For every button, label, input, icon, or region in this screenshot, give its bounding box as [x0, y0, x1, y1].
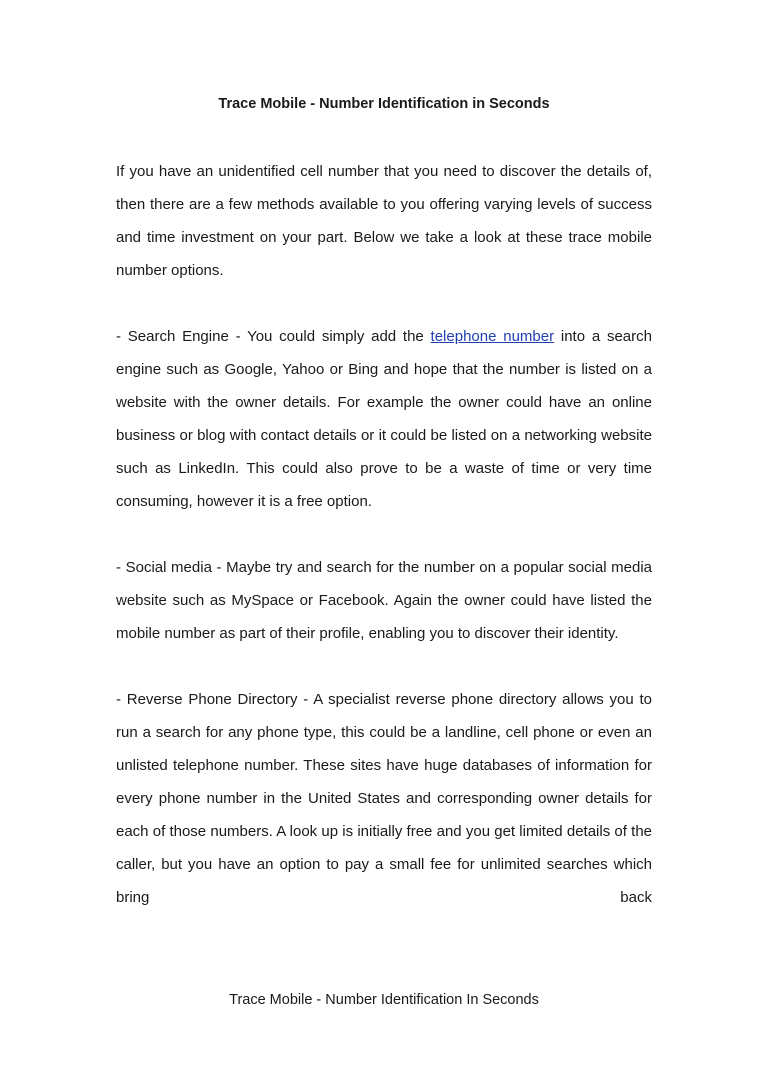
search-engine-text-after: into a search engine such as Google, Yahoo or Bing and hope that the number is listed on a website with the owner details. For example the owner could have an online business or blog with contact details or it could be listed on a networking website such as LinkedIn. This could also prove to be a waste of time or very time consuming, however it is a free option.: [116, 328, 652, 510]
page-footer: Trace Mobile - Number Identification In Seconds: [229, 992, 539, 1008]
telephone-number-link[interactable]: telephone number: [430, 328, 555, 345]
document-body: [116, 155, 652, 914]
document-title: Trace Mobile - Number Identification in Seconds: [218, 96, 550, 112]
paragraph-reverse-directory: - Reverse Phone Directory - A specialist reverse phone directory allows you to run a search for any phone type, this could be a landline, cell phone or even an unlisted telephone number. These sites have huge databases of information for every phone number in the United States and corresponding owner details for each of those numbers. A look up is initially free and you get limited details of the caller, but you have an option to pay a small fee for unlimited searches which bring back: [116, 691, 652, 906]
paragraph-intro: If you have an unidentified cell number that you need to discover the details of, then there are a few methods available to you offering varying levels of success and time investment on your part. Below we take a look at these trace mobile number options.: [116, 163, 652, 279]
search-engine-text-before: - Search Engine - You could simply add the: [116, 328, 431, 345]
paragraph-search-engine: [116, 320, 652, 518]
paragraph-social-media: - Social media - Maybe try and search for the number on a popular social media website such as MySpace or Facebook. Again the owner could have listed the mobile number as part of their profile, enabling you to discover their identity.: [116, 559, 652, 642]
